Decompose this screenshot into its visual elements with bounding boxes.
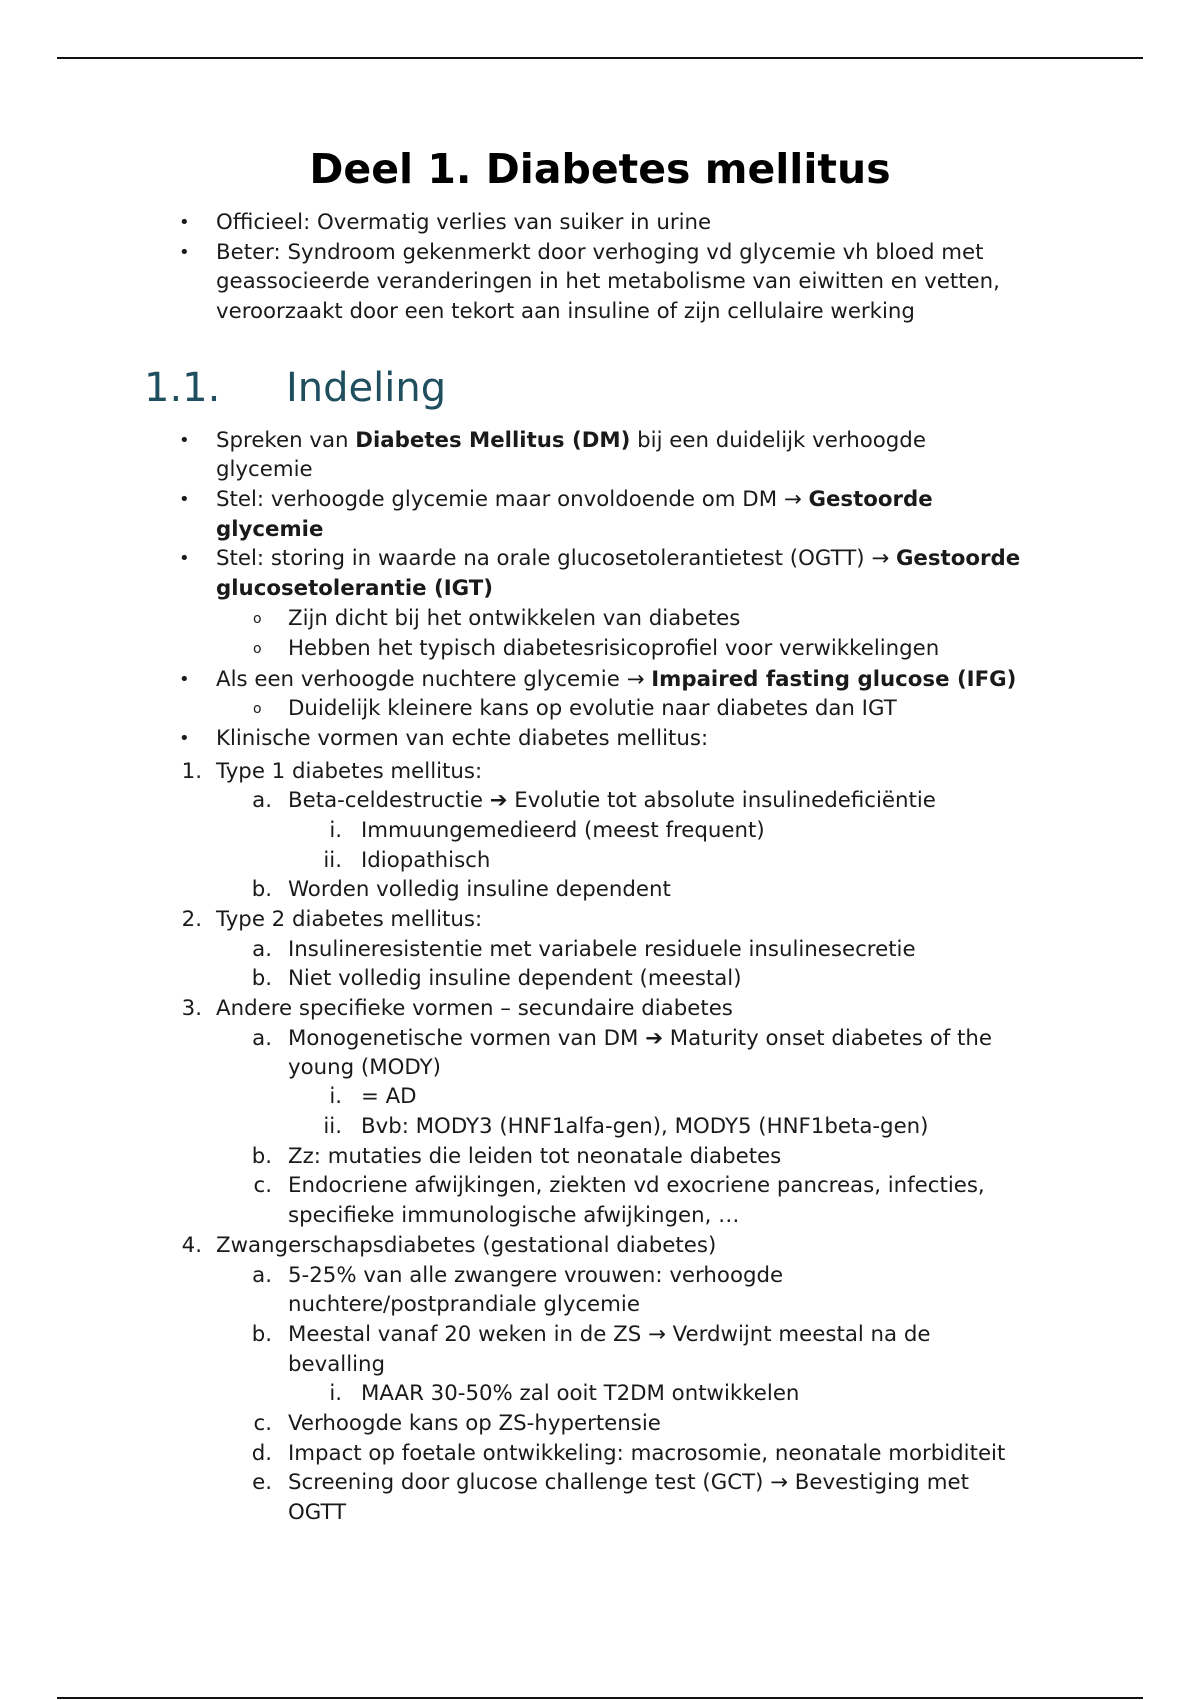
type2-item-not-dependent: Niet volledig insuline dependent (meestal) [288,966,742,991]
bullet-marker: • [179,489,190,510]
text-run: Stel: storing in waarde na orale glucosetolerantietest (OGTT) → [216,546,896,571]
letter-marker: e. [252,1470,272,1495]
type3-item-mody-line2: young (MODY) [288,1055,441,1080]
section-number: 1.1. [144,365,221,411]
type4-onset-t2dm: MAAR 30-50% zal ooit T2DM ontwikkelen [361,1381,800,1406]
circle-marker: o [253,701,262,717]
type4-heading: Zwangerschapsdiabetes (gestational diabetes) [216,1233,717,1258]
intro-item-better-line2: geassocieerde veranderingen in het metabolisme van eiwitten en vetten, [216,269,1000,294]
type1-beta-immuun: Immuungemedieerd (meest frequent) [361,818,765,843]
text-run: Stel: verhoogde glycemie maar onvoldoende om DM → [216,487,809,512]
type3-mody-ad: = AD [361,1084,417,1109]
bold-term: glucosetolerantie (IGT) [216,576,494,601]
indeling-item-ifg [216,665,1016,695]
text-run: bij een duidelijk verhoogde [630,428,926,453]
text-run: Als een verhoogde nuchtere glycemie → [216,667,652,692]
bullet-marker: • [179,212,190,233]
number-marker: 4. [181,1233,202,1258]
indeling-item-igt-line1 [216,544,1020,574]
type2-item-resistance: Insulineresistentie met variabele residuele insulinesecretie [288,937,916,962]
roman-marker: ii. [323,1114,342,1139]
type3-item-mody-line1: Monogenetische vormen van DM ➔ Maturity onset diabetes of the [288,1026,992,1051]
bold-term: glycemie [216,517,324,542]
bold-term: Diabetes Mellitus (DM) [355,428,631,453]
bullet-marker: • [179,548,190,569]
section-heading: Indeling [286,365,447,411]
intro-item-better-line3: veroorzaakt door een tekort aan insuline of zijn cellulaire werking [216,299,915,324]
type3-mody-example: Bvb: MODY3 (HNF1alfa-gen), MODY5 (HNF1beta-gen) [361,1114,929,1139]
type4-item-prevalence-line1: 5-25% van alle zwangere vrouwen: verhoogde [288,1263,784,1288]
indeling-item-dm-line2: glycemie [216,457,313,482]
letter-marker: c. [253,1411,272,1436]
letter-marker: b. [251,1322,272,1347]
type4-item-screening-line2: OGTT [288,1500,347,1525]
number-marker: 2. [181,907,202,932]
bullet-marker: • [179,242,190,263]
indeling-item-igt-line2 [216,574,493,604]
type4-item-onset-line1: Meestal vanaf 20 weken in de ZS → Verdwijnt meestal na de [288,1322,931,1347]
footer-rule [57,1697,1143,1699]
type4-item-prevalence-line2: nuchtere/postprandiale glycemie [288,1292,640,1317]
igt-subitem-risk: Hebben het typisch diabetesrisicoprofiel voor verwikkelingen [288,636,940,661]
indeling-item-gestoorde-glycemie-line1 [216,485,933,515]
type3-item-endocrine-line1: Endocriene afwijkingen, ziekten vd exocriene pancreas, infecties, [288,1173,985,1198]
type1-heading: Type 1 diabetes mellitus: [216,759,483,784]
type3-heading: Andere specifieke vormen – secundaire diabetes [216,996,733,1021]
letter-marker: a. [252,937,272,962]
letter-marker: b. [251,877,272,902]
circle-marker: o [253,641,262,657]
type2-heading: Type 2 diabetes mellitus: [216,907,483,932]
letter-marker: d. [251,1441,272,1466]
type1-item-dependent: Worden volledig insuline dependent [288,877,671,902]
bullet-marker: • [179,430,190,451]
bullet-marker: • [179,728,190,749]
roman-marker: i. [329,1084,342,1109]
type4-item-screening-line1: Screening door glucose challenge test (GCT) → Bevestiging met [288,1470,970,1495]
letter-marker: c. [253,1173,272,1198]
circle-marker: o [253,611,262,627]
number-marker: 1. [181,759,202,784]
type4-item-onset-line2: bevalling [288,1352,386,1377]
header-rule [57,57,1143,59]
type4-item-hypertension: Verhoogde kans op ZS-hypertensie [288,1411,661,1436]
intro-item-better-line1: Beter: Syndroom gekenmerkt door verhoging vd glycemie vh bloed met [216,240,984,265]
type4-item-fetal-impact: Impact op foetale ontwikkeling: macrosomie, neonatale morbiditeit [288,1441,1006,1466]
roman-marker: i. [329,818,342,843]
letter-marker: a. [252,1026,272,1051]
type1-beta-idiopathisch: Idiopathisch [361,848,491,873]
bold-term: Gestoorde [808,487,933,512]
type3-item-endocrine-line2: specifieke immunologische afwijkingen, … [288,1203,740,1228]
bold-term: Gestoorde [895,546,1021,571]
indeling-item-klinische-vormen: Klinische vormen van echte diabetes mellitus: [216,726,709,751]
type1-item-beta: Beta-celdestructie ➔ Evolutie tot absolute insulinedeficiëntie [288,788,936,813]
letter-marker: a. [252,1263,272,1288]
text-run: Spreken van [216,428,356,453]
letter-marker: a. [252,788,272,813]
letter-marker: b. [251,966,272,991]
letter-marker: b. [251,1144,272,1169]
bullet-marker: • [179,669,190,690]
bold-term: Impaired fasting glucose (IFG) [651,667,1017,692]
type3-item-neonatal: Zz: mutaties die leiden tot neonatale diabetes [288,1144,782,1169]
indeling-item-dm-line1 [216,426,926,456]
indeling-item-gestoorde-glycemie-line2 [216,515,323,545]
roman-marker: i. [329,1381,342,1406]
number-marker: 3. [181,996,202,1021]
igt-subitem-close: Zijn dicht bij het ontwikkelen van diabetes [288,606,741,631]
document-title: Deel 1. Diabetes mellitus [309,145,891,193]
roman-marker: ii. [323,848,342,873]
ifg-subitem: Duidelijk kleinere kans op evolutie naar diabetes dan IGT [288,696,897,721]
intro-item-official: Officieel: Overmatig verlies van suiker in urine [216,210,712,235]
